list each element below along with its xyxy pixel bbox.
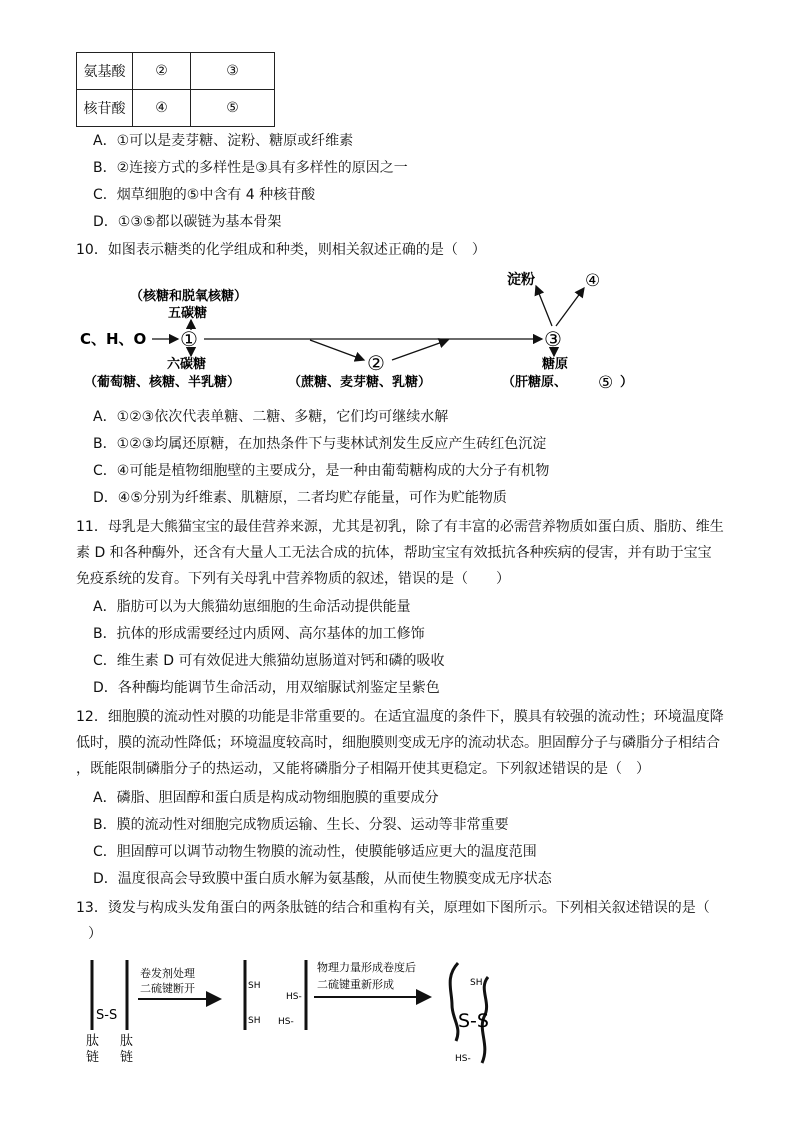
table-row: [77, 90, 275, 127]
arrow-to-starch: [536, 286, 552, 326]
table-row: [77, 53, 275, 90]
table-cell: 氨基酸: [77, 53, 133, 90]
thiol-group-e: SH: [470, 978, 483, 988]
thiol-group-b: SH: [248, 1016, 261, 1026]
hexose-label: 六碳糖: [167, 357, 207, 372]
q12-option-d: D．温度很高会导致膜中蛋白质水解为氨基酸，从而使生物膜变成无序状态: [93, 871, 552, 887]
arrow-to-2: [310, 340, 364, 360]
glycogen-label: 糖原: [542, 357, 569, 372]
arrow-2-to-3: [392, 340, 448, 360]
q10-stem: 10．如图表示糖类的化学组成和种类，则相关叙述正确的是（ ）: [76, 242, 486, 258]
monomer-table: [76, 52, 275, 127]
starch-label: 淀粉: [507, 272, 535, 288]
chain-b-label-1: 肽: [120, 1034, 134, 1049]
step1-label-a: 卷发剂处理: [140, 967, 195, 980]
thiol-group-c: HS-: [286, 992, 302, 1002]
node-4: ④: [585, 271, 601, 291]
q11-option-d: D．各种酶均能调节生命活动，用双缩脲试剂鉴定呈紫色: [93, 680, 440, 696]
node-5: ⑤: [598, 373, 614, 393]
q10-option-a: A．①②③依次代表单糖、二糖、多糖，它们均可继续水解: [93, 409, 449, 425]
glycogen-types-open: （肝糖原、: [502, 375, 568, 390]
reformed-disulfide-label: S-S: [458, 1010, 489, 1032]
node-1: ①: [180, 327, 198, 351]
thiol-group-a: SH: [248, 981, 261, 991]
node-3: ③: [544, 327, 562, 351]
chain-b-label-2: 链: [120, 1050, 134, 1065]
hair-perm-diagram: [80, 955, 510, 1067]
table-cell: ②: [133, 53, 191, 90]
hexose-types-label: （葡萄糖、核糖、半乳糖）: [84, 375, 241, 390]
q10-option-d: D．④⑤分别为纤维素、肌糖原，二者均贮存能量，可作为贮能物质: [93, 490, 507, 506]
pentose-label: 五碳糖: [168, 306, 208, 321]
q10-option-b: B．①②③均属还原糖，在加热条件下与斐林试剂发生反应产生砖红色沉淀: [93, 436, 547, 452]
step1-label-b: 二硫键断开: [140, 982, 195, 995]
q10-option-c: C．④可能是植物细胞壁的主要成分，是一种由葡萄糖构成的大分子有机物: [93, 463, 550, 479]
q12-stem-line-3: ，既能限制磷脂分子的热运动，又能将磷脂分子相隔开使其更稳定。下列叙述错误的是（ ）: [76, 761, 650, 777]
q12-option-a: A．磷脂、胆固醇和蛋白质是构成动物细胞膜的重要成分: [93, 790, 439, 806]
q11-option-a: A．脂肪可以为大熊猫幼崽细胞的生命活动提供能量: [93, 599, 411, 615]
step2-label-b: 二硫键重新形成: [317, 978, 394, 991]
thiol-group-d: HS-: [278, 1017, 294, 1027]
curled-chain-a: [450, 963, 458, 1041]
q11-stem-line-3: 免疫系统的发育。下列有关母乳中营养物质的叙述，错误的是（ ）: [76, 571, 510, 587]
table-cell: ③: [191, 53, 275, 90]
thiol-group-f: HS-: [455, 1054, 471, 1064]
q12-stem-line-1: 12．细胞膜的流动性对膜的功能是非常重要的。在适宜温度的条件下，膜具有较强的流动性；环境温度降: [76, 709, 724, 725]
q9-option-a: A．①可以是麦芽糖、淀粉、糖原或纤维素: [93, 133, 354, 149]
q9-option-c: C．烟草细胞的⑤中含有 4 种核苷酸: [93, 187, 316, 203]
table-cell: 核苷酸: [77, 90, 133, 127]
sugar-classification-diagram: [70, 268, 650, 396]
q9-option-b: B．②连接方式的多样性是③具有多样性的原因之一: [93, 160, 408, 176]
glycogen-types-close: ）: [620, 375, 634, 390]
disulfide-bond-label: S-S: [96, 1008, 118, 1023]
arrow-to-4: [556, 288, 584, 326]
elements-label: C、H、O: [80, 330, 147, 348]
q12-option-c: C．胆固醇可以调节动物生物膜的流动性，使膜能够适应更大的温度范围: [93, 844, 537, 860]
q13-stem-line-1: 13．烫发与构成头发角蛋白的两条肽链的结合和重构有关，原理如下图所示。下列相关叙述错误的是（: [76, 900, 710, 916]
chain-a-label-2: 链: [86, 1050, 100, 1065]
q11-stem-line-1: 11．母乳是大熊猫宝宝的最佳营养来源，尤其是初乳，除了有丰富的必需营养物质如蛋白质、脂肪、维生: [76, 519, 724, 535]
table-cell: ④: [133, 90, 191, 127]
table-cell: ⑤: [191, 90, 275, 127]
q12-stem-line-2: 低时，膜的流动性降低；环境温度较高时，细胞膜则变成无序的流动状态。胆固醇分子与磷脂分子相结合: [76, 735, 720, 751]
q9-option-d: D．①③⑤都以碳链为基本骨架: [93, 214, 282, 230]
node-2: ②: [367, 351, 385, 375]
pentose-types-label: （核糖和脱氧核糖）: [130, 289, 248, 304]
q11-option-b: B．抗体的形成需要经过内质网、高尔基体的加工修饰: [93, 626, 425, 642]
step2-label-a: 物理力量形成卷度后: [317, 961, 416, 974]
q12-option-b: B．膜的流动性对细胞完成物质运输、生长、分裂、运动等非常重要: [93, 817, 509, 833]
chain-a-label-1: 肽: [86, 1034, 100, 1049]
q13-stem-line-2: ）: [88, 926, 102, 942]
q11-stem-line-2: 素 D 和各种酶外，还含有大量人工无法合成的抗体，帮助宝宝有效抵抗各种疾病的侵害，并有助于宝宝: [76, 545, 712, 561]
q11-option-c: C．维生素 D 可有效促进大熊猫幼崽肠道对钙和磷的吸收: [93, 653, 445, 669]
disaccharides-label: （蔗糖、麦芽糖、乳糖）: [288, 375, 432, 390]
